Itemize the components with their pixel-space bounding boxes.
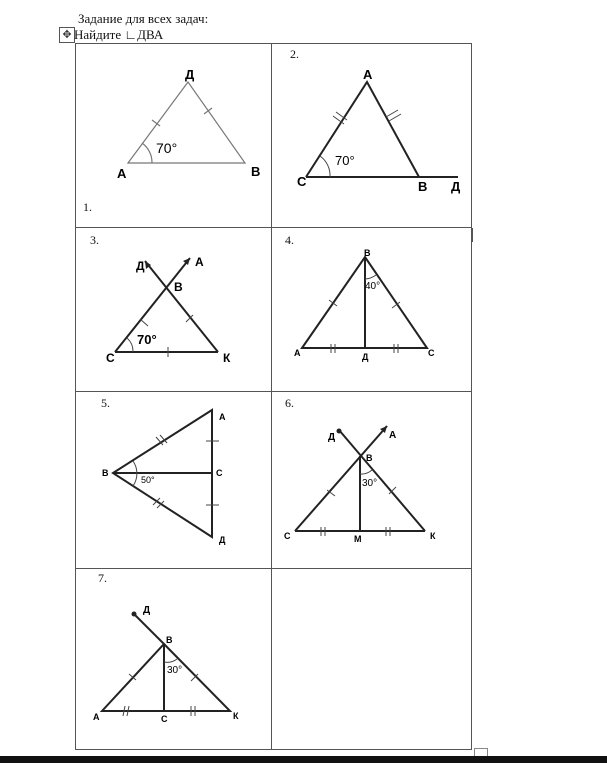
- task-number-3: 3.: [90, 233, 99, 247]
- figure-4-label-b: В: [364, 248, 371, 258]
- figure-3-label-c: С: [106, 351, 115, 365]
- move-handle-icon[interactable]: ✥: [59, 27, 75, 43]
- figure-1-label-left: А: [117, 166, 127, 181]
- figure-3-label-a: А: [195, 255, 204, 269]
- figure-2-label-c: С: [297, 174, 307, 189]
- figure-6-label-k: К: [430, 531, 436, 541]
- figure-7-label-c: С: [161, 714, 168, 724]
- figure-1-angle: 70°: [156, 140, 178, 156]
- figure-1-label-right: В: [251, 164, 261, 179]
- figure-4-angle: 40°: [365, 281, 381, 292]
- figure-2-angle: 70°: [335, 153, 355, 168]
- figure-2-label-b: В: [418, 179, 428, 194]
- figure-5-label-d: Д: [219, 535, 226, 545]
- figure-3-angle: 70°: [137, 332, 157, 347]
- figure-7-triangle: [102, 644, 230, 711]
- figure-5-label-b: В: [102, 468, 109, 478]
- figure-3-label-b: В: [174, 280, 183, 294]
- figure-7-label-d: Д: [143, 605, 151, 616]
- figure-6-label-c: С: [284, 531, 291, 541]
- task-number-5: 5.: [101, 396, 110, 410]
- figure-7-point-d: [132, 612, 137, 617]
- figure-6-label-d: Д: [328, 432, 336, 443]
- figure-4-label-c: С: [428, 348, 435, 358]
- figure-1-label-top: Д: [185, 67, 195, 82]
- figure-5-angle: 50°: [141, 475, 155, 485]
- task-number-2: 2.: [290, 47, 299, 61]
- figure-5-label-c: С: [216, 468, 223, 478]
- figure-6-angle: 30°: [362, 478, 378, 489]
- instruction-line-2: Найдите ∟ДВА: [74, 27, 164, 42]
- figure-7-ray-d: [134, 614, 164, 644]
- figure-6-label-m: М: [354, 534, 362, 544]
- figure-3-label-d: Д: [136, 259, 145, 273]
- task-number-7: 7.: [98, 571, 107, 585]
- figure-6-label-b: В: [366, 453, 373, 463]
- task-number-4: 4.: [285, 233, 294, 247]
- instruction-line-1: Задание для всех задач:: [78, 11, 209, 26]
- task-number-1: 1.: [83, 200, 92, 214]
- figure-6-label-a: А: [389, 430, 397, 441]
- figure-7-label-a: А: [93, 712, 100, 722]
- figure-2-label-d: Д: [451, 179, 461, 194]
- figure-3-label-k: К: [223, 351, 231, 365]
- figure-4-label-a: А: [294, 348, 301, 358]
- figure-7-label-k: К: [233, 711, 239, 721]
- figure-4-label-d: Д: [362, 352, 369, 362]
- task-number-6: 6.: [285, 396, 294, 410]
- page-bottom-border: [0, 756, 607, 763]
- figure-7-label-b: В: [166, 635, 173, 645]
- figure-2-label-top: А: [363, 67, 373, 82]
- figure-5-label-a: А: [219, 412, 226, 422]
- figure-7-angle: 30°: [167, 665, 183, 676]
